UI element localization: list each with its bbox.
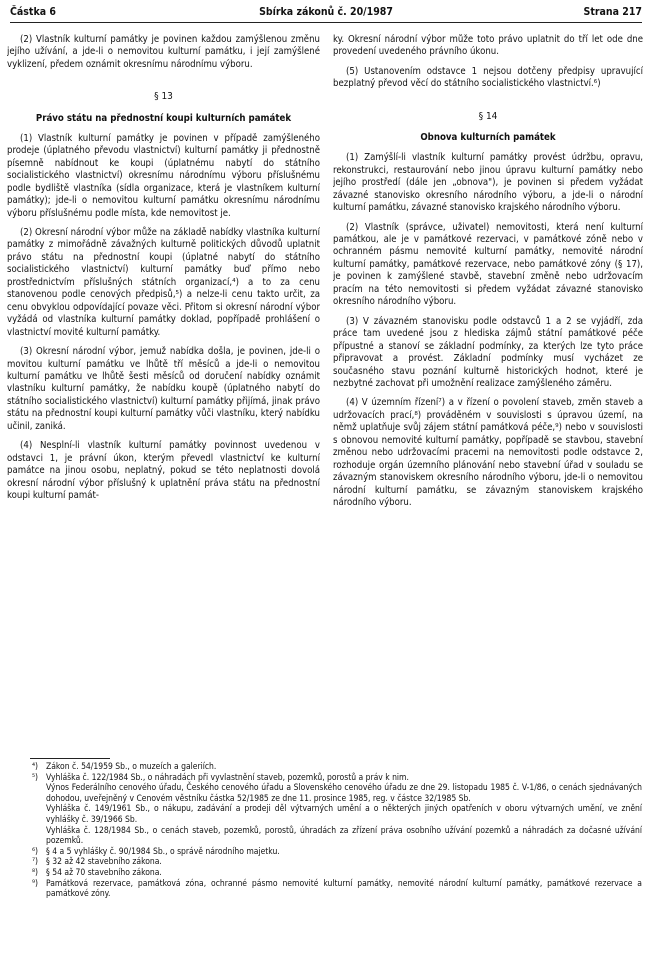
paragraph: ky. Okresní národní výbor může toto právo uplatnit do tří let ode dne provedení uvedeného právního úkonu. xyxy=(333,34,643,58)
footnote-text: Zákon č. 54/1959 Sb., o muzeích a galeriích. xyxy=(46,762,217,772)
paragraph: (1) Vlastník kulturní památky je povinen v případě zamýšleného prodeje (úplatného převodu vlastnictví) kulturní památky ji přednostně písemně nabídnout ke koupi (úplatnému nabytí do státního socialistického vlastnictví) okresnímu národnímu výboru příslušnému podle bydliště vlastníka (sídla organizace, která je vlastníkem kulturní památky); jde-li o nemovitou kulturní památku okresnímu národnímu výboru příslušnému podle místa, kde nemovitost je. xyxy=(7,132,320,219)
page-number: Strana 217 xyxy=(583,6,642,18)
left-column xyxy=(7,34,320,752)
header-rule xyxy=(10,22,642,23)
footnote-mark: ⁷) xyxy=(31,857,38,868)
footnote xyxy=(10,804,642,825)
footnote-mark: ⁵) xyxy=(31,772,38,783)
footnote xyxy=(10,847,642,858)
footnote-text: Výnos Federálního cenového úřadu, Českého cenového úřadu a Slovenského cenového úřadu ze dne 29. listopadu 1985 č. V-1/86, o cenách sjednávaných dohodou, uveřejněný v Cenovém věstníku částka 52/1985 ze dne 11. prosince 1985, reg. v částce 32/1985 Sb. xyxy=(46,783,642,804)
section-title: Obnova kulturních památek xyxy=(420,132,556,144)
footnote-mark: ⁴) xyxy=(31,762,38,772)
footnote-mark xyxy=(10,826,46,847)
paragraph: (5) Ustanovením odstavce 1 nejsou dotčeny předpisy upravující bezplatný převod věcí do státního socialistického vlastnictví.⁶) xyxy=(333,65,643,90)
footnote-mark: ⁸) xyxy=(31,867,38,878)
footnotes xyxy=(10,762,642,900)
paragraph: (4) V územním řízení⁷) a v řízení o povolení staveb, změn staveb a udržovacích prací,⁸) prováděném v souvislosti s úpravou území, na němž uplatňuje svůj zájem státní památková péče,⁹) nebo v souvislosti s obnovou nemovité kulturní památky, popřípadě se stavbou, stavební změnou nebo udržovacími pracemi na nemovitosti podle odstavce 2, rozhoduje orgán územního plánování nebo stavební úřad v souladu se závazným stanoviskem okresního národního výboru, jde-li o nemovitou národní kulturní památku, se závazným stanoviskem krajského národního výboru. xyxy=(333,397,643,509)
footnote-mark: ⁹) xyxy=(31,878,38,889)
page-header xyxy=(10,5,642,21)
footnote-text: Památková rezervace, památková zóna, ochranné pásmo nemovité kulturní památky, nemovité národní kulturní památky, památkové rezervace a památkové zóny. xyxy=(46,878,642,900)
collection-title: Sbírka zákonů č. 20/1987 xyxy=(259,6,393,18)
footnote xyxy=(10,783,642,804)
footnote-text: § 32 až 42 stavebního zákona. xyxy=(46,857,162,868)
footnote-text: § 54 až 70 stavebního zákona. xyxy=(46,867,162,878)
footnote xyxy=(10,826,642,847)
footnote xyxy=(10,762,642,773)
paragraph: (3) V závazném stanovisku podle odstavců 1 a 2 se vyjádří, zda práce tam uvedené jsou z hlediska zájmů státní památkové péče přípustné a stanoví se základní podmínky, za kterých lze tyto práce připravovat a provést. Základní podmínky musí vycházet ze současného stavu poznání kulturně historických hodnot, které je nezbytné zachovat při umožnění realizace zamýšleného záměru. xyxy=(333,315,643,389)
paragraph: (4) Nesplní-li vlastník kulturní památky povinnost uvedenou v odstavci 1, je právní úkon, kterým převedl vlastnictví ke kulturní památce na jinou osobu, neplatný, pokud se této neplatnosti dovolá okresní národní výbor příslušný k uplatnění práva státu na přednostní koupi kulturní památ- xyxy=(7,440,320,502)
paragraph: (2) Vlastník (správce, uživatel) nemovitosti, která není kulturní památkou, ale je v památkové rezervaci, v památkové zóně nebo v ochranném pásmu nemovité kulturní památky, nemovité národní kulturní památky, památkové rezervace, nebo památkové zóny (§ 17), je povinen k zamýšlené stavbě, stavební změně nebo udržovacím pracím na této nemovitosti si předem vyžádat závazné stanovisko okresního národního výboru. xyxy=(333,221,643,308)
footnote xyxy=(10,868,642,879)
footnote-text: Vyhláška č. 128/1984 Sb., o cenách staveb, pozemků, porostů, úhradách za zřízení práva osobního užívání pozemků a náhradách za dočasné užívání pozemků. xyxy=(46,825,642,847)
paragraph: (2) Vlastník kulturní památky je povinen každou zamýšlenou změnu jejího užívání, a jde-li o nemovitou kulturní památku, i její zamýšlené vyklizení, předem oznámit okresnímu národnímu výboru. xyxy=(7,34,320,70)
footnote-mark xyxy=(10,804,46,825)
section-title: Právo státu na přednostní koupi kulturních památek xyxy=(35,112,292,124)
footnote-text: § 4 a 5 vyhlášky č. 90/1984 Sb., o správě národního majetku. xyxy=(46,846,280,857)
footnote-rule xyxy=(30,758,110,759)
section-number: § 13 xyxy=(154,91,173,103)
footnote-mark xyxy=(10,783,46,804)
issue-number: Částka 6 xyxy=(10,6,56,18)
right-column xyxy=(333,34,643,752)
footnote xyxy=(10,857,642,868)
paragraph: (1) Zamýšlí-li vlastník kulturní památky provést údržbu, opravu, rekonstrukci, restaurování nebo jinou úpravu kulturní památky nebo jejího prostředí (dále jen „obnova"), je povinen si předem vyžádat závazné stanovisko okresního národního výboru, a jde-li o národní kulturní památku, závazné stanovisko krajského národního výboru. xyxy=(333,152,643,214)
section-number: § 14 xyxy=(478,110,498,122)
footnote-text: Vyhláška č. 122/1984 Sb., o náhradách při vyvlastnění staveb, pozemků, porostů a práv k nim. xyxy=(46,772,409,783)
footnote xyxy=(10,773,642,784)
paragraph: (2) Okresní národní výbor může na základě nabídky vlastníka kulturní památky z mimořádně závažných kulturně politických důvodů uplatnit právo státu na přednostní koupi (úplatné nabytí do státního socialistického vlastnictví) kulturní památky buď přímo nebo prostřednictvím příslušných státních organizací,⁴) a to za cenu stanovenou podle cenových předpisů,⁵) a nelze-li cenu takto určit, za cenu obvyklou odpovídající povaze věci. Přitom si okresní národní výbor vyžádá od vlastníka kulturní památky doklad, popřípadě prohlášení o vlastnictví movité kulturní památky. xyxy=(7,226,320,338)
paragraph: (3) Okresní národní výbor, jemuž nabídka došla, je povinen, jde-li o movitou kulturní památku ve lhůtě tří měsíců a jde-li o nemovitou kulturní památku ve lhůtě šesti měsíců od doručení nabídky oznámit vlastníku kulturní památky, že nabídku koupě (úplatného nabytí do státního socialistického vlastnictví) kulturní památky přijímá, jinak právo státu na přednostní koupi kulturní památky vůči vlastníku, který nabídku učinil, zaniká. xyxy=(7,346,320,432)
footnote-text: Vyhláška č. 149/1961 Sb., o nákupu, zadávání a prodeji děl výtvarných umění a o některých jiných opatřeních v oboru výtvarných umění, ve znění vyhlášky č. 39/1966 Sb. xyxy=(46,804,642,825)
footnote-mark: ⁶) xyxy=(31,846,38,857)
footnote xyxy=(10,879,642,900)
